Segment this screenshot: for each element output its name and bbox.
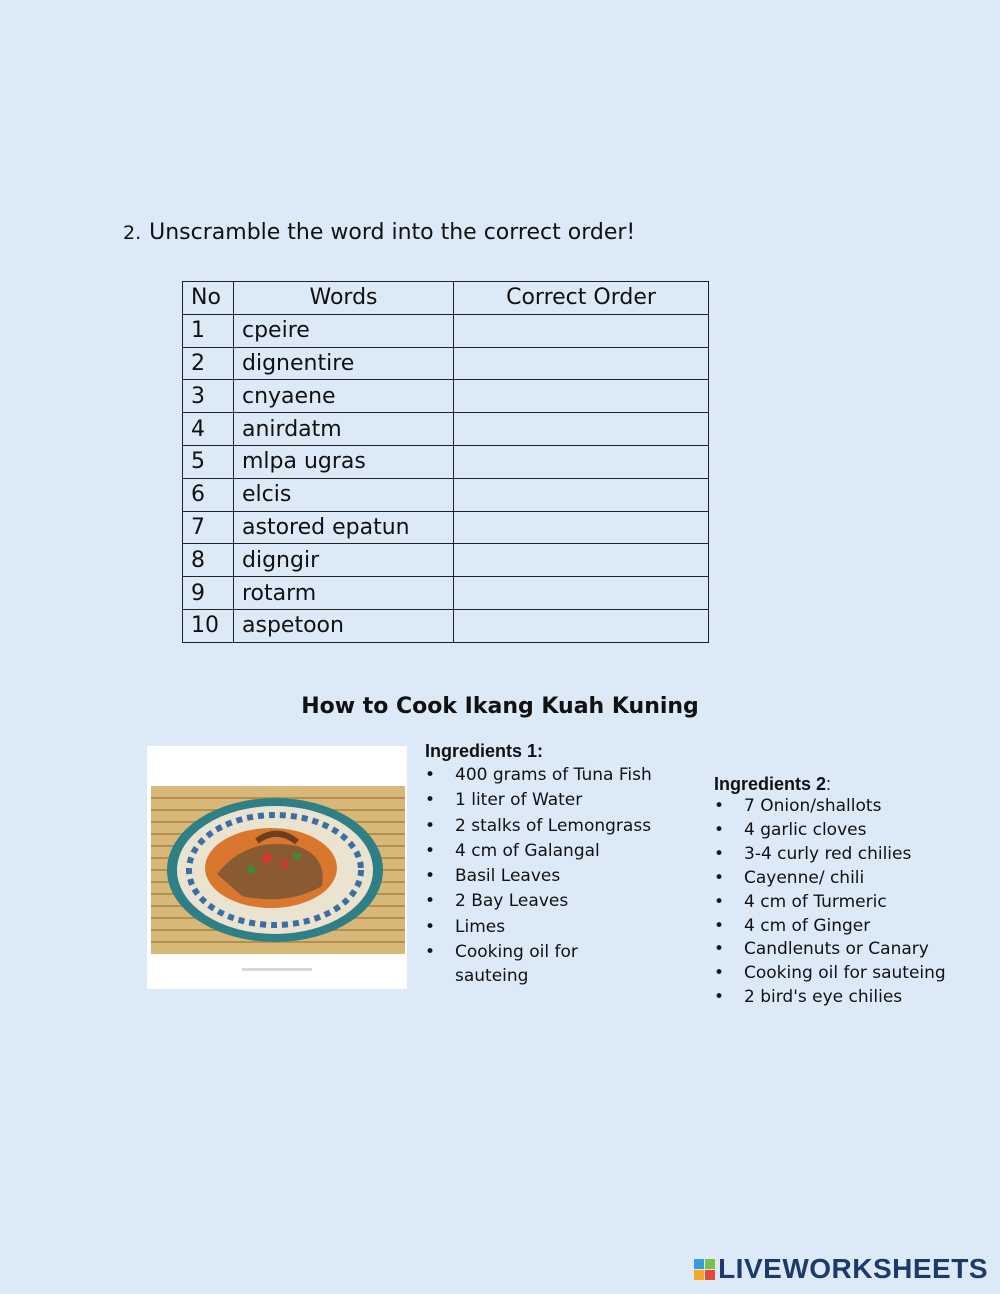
table-row [183, 478, 709, 511]
row-number: 4 [183, 413, 234, 446]
scrambled-word: mlpa ugras [234, 445, 454, 478]
ingredient-item: • 7 Onion/shallots [714, 795, 984, 819]
table-row [183, 413, 709, 446]
scrambled-word: anirdatm [234, 413, 454, 446]
ingredient-item: • Cooking oil for sauteing [425, 940, 605, 988]
instruction-text: Unscramble the word into the correct order! [149, 220, 636, 245]
ingredient-item: • 4 cm of Galangal [425, 839, 685, 864]
table-row [183, 445, 709, 478]
fish-dish-photo [147, 746, 407, 989]
answer-input[interactable] [462, 414, 704, 444]
row-number: 6 [183, 478, 234, 511]
ingredient-item: • 2 Bay Leaves [425, 889, 685, 914]
ingredient-item: • Basil Leaves [425, 864, 685, 889]
answer-cell [454, 511, 709, 544]
ingredients-1-heading: Ingredients 1: [425, 741, 544, 761]
scrambled-word: dignentire [234, 347, 454, 380]
answer-cell [454, 314, 709, 347]
instruction [123, 220, 635, 245]
row-number: 1 [183, 314, 234, 347]
ingredients-2-heading [714, 774, 831, 795]
answer-cell [454, 544, 709, 577]
scrambled-word: cpeire [234, 314, 454, 347]
answer-input[interactable] [462, 316, 704, 346]
scrambled-word: digngir [234, 544, 454, 577]
answer-cell [454, 380, 709, 413]
answer-input[interactable] [462, 512, 704, 542]
ingredient-item: • 2 bird's eye chilies [714, 986, 984, 1010]
table-row [183, 609, 709, 642]
ingredient-item: • Limes [425, 915, 685, 940]
header-no: No [183, 282, 234, 315]
answer-input[interactable] [462, 480, 704, 510]
answer-input[interactable] [462, 348, 704, 378]
answer-input[interactable] [462, 381, 704, 411]
answer-input[interactable] [462, 447, 704, 477]
unscramble-table [182, 281, 709, 643]
answer-cell [454, 577, 709, 610]
row-number: 9 [183, 577, 234, 610]
ingredient-item: • Cooking oil for sauteing [714, 962, 984, 986]
header-correct-order: Correct Order [454, 282, 709, 315]
scrambled-word: astored epatun [234, 511, 454, 544]
ingredients-2-list [714, 795, 984, 1010]
table-row [183, 511, 709, 544]
ingredient-item: • 4 cm of Turmeric [714, 891, 984, 915]
scrambled-word: elcis [234, 478, 454, 511]
answer-cell [454, 413, 709, 446]
ingredient-item: • 2 stalks of Lemongrass [425, 814, 685, 839]
logo-text: LIVEWORKSHEETS [718, 1253, 988, 1284]
answer-input[interactable] [462, 578, 704, 608]
row-number: 2 [183, 347, 234, 380]
row-number: 3 [183, 380, 234, 413]
answer-cell [454, 609, 709, 642]
ingredient-item: • 1 liter of Water [425, 788, 685, 813]
scrambled-word: rotarm [234, 577, 454, 610]
table-header-row [183, 282, 709, 315]
row-number: 8 [183, 544, 234, 577]
table-row [183, 314, 709, 347]
row-number: 5 [183, 445, 234, 478]
recipe-title: How to Cook Ikang Kuah Kuning [301, 694, 699, 719]
header-words: Words [234, 282, 454, 315]
answer-cell [454, 445, 709, 478]
answer-cell [454, 478, 709, 511]
row-number: 10 [183, 609, 234, 642]
ingredient-item: • 4 garlic cloves [714, 819, 984, 843]
ingredients-1-list [425, 763, 685, 988]
ingredient-item: • Cayenne/ chili [714, 867, 984, 891]
table-row [183, 577, 709, 610]
ingredient-item: • 4 cm of Ginger [714, 915, 984, 939]
scrambled-word: cnyaene [234, 380, 454, 413]
answer-input[interactable] [462, 611, 704, 641]
ingredients-2-heading-text: Ingredients 2 [714, 774, 827, 794]
ingredients-2-heading-colon: : [826, 774, 832, 794]
table-row [183, 347, 709, 380]
answer-cell [454, 347, 709, 380]
table-row [183, 380, 709, 413]
liveworksheets-logo[interactable] [694, 1253, 988, 1285]
question-number: 2. [123, 222, 142, 244]
answer-input[interactable] [462, 545, 704, 575]
scrambled-word: aspetoon [234, 609, 454, 642]
ingredient-item: • Candlenuts or Canary [714, 938, 984, 962]
row-number: 7 [183, 511, 234, 544]
table-row [183, 544, 709, 577]
ingredient-item: • 400 grams of Tuna Fish [425, 763, 685, 788]
ingredient-item: • 3-4 curly red chilies [714, 843, 984, 867]
logo-mark-icon [694, 1259, 715, 1280]
